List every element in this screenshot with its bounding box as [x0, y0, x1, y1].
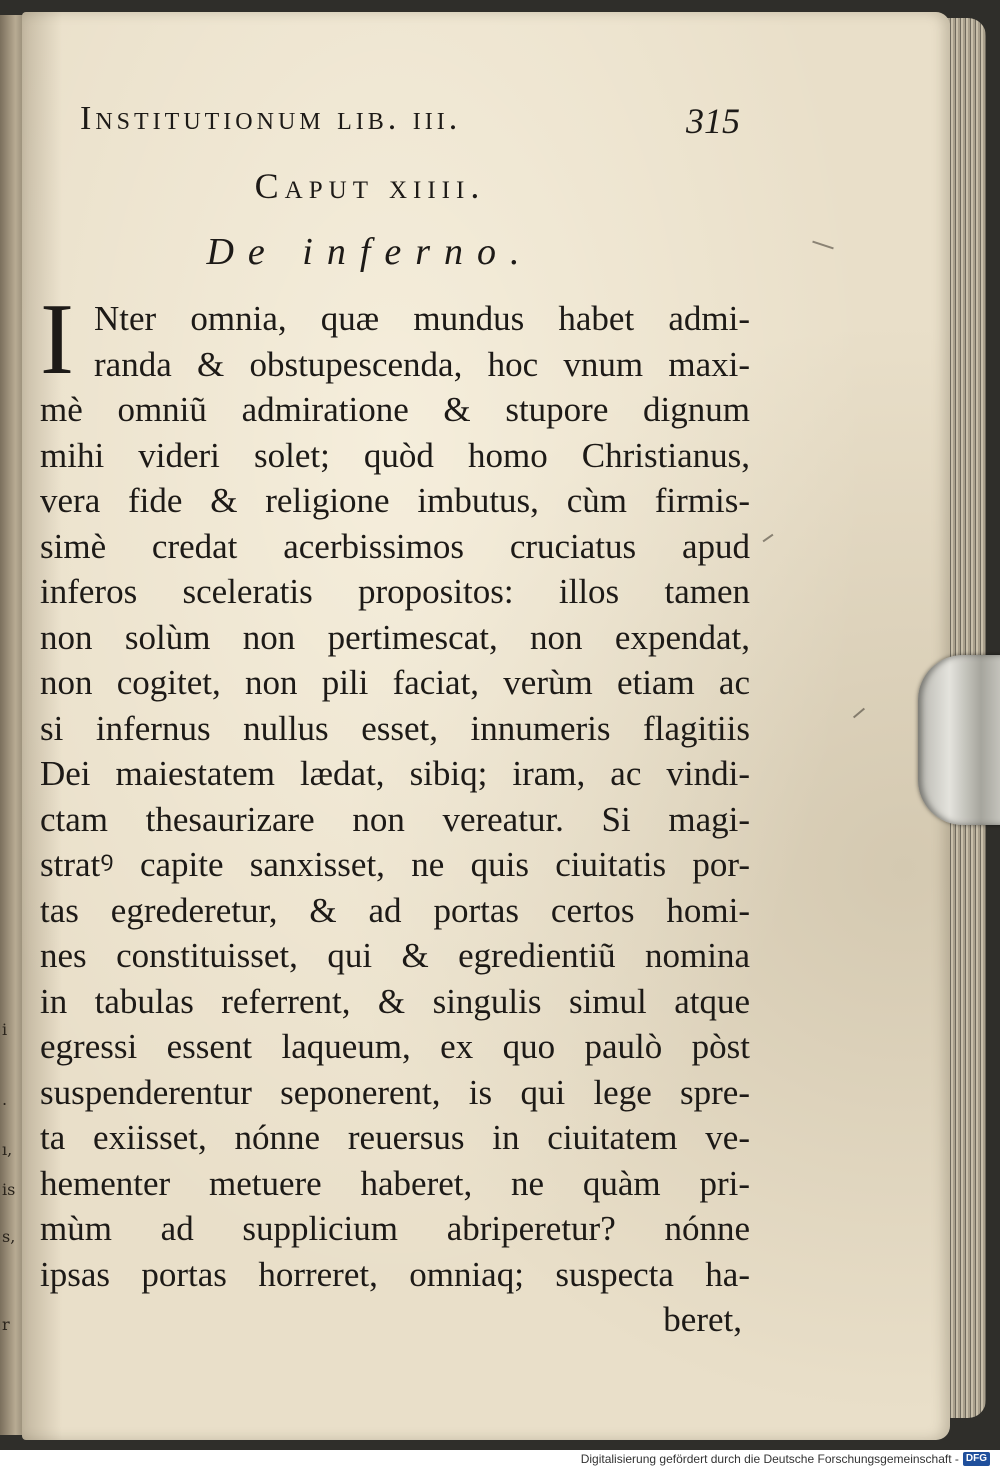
footer-text: Digitalisierung gefördert durch die Deutsche Forschungsgemeinschaft -: [580, 1452, 959, 1466]
text-line: tas egrederetur, & ad portas certos homi-: [40, 890, 750, 930]
chapter-title: De inferno.: [206, 231, 534, 273]
text-line: hementer metuere haberet, ne quàm pri-: [40, 1163, 750, 1203]
text-line: stratꝰ capite sanxisset, ne quis ciuitatis por-: [40, 845, 750, 884]
drop-cap: I: [40, 283, 74, 396]
margin-mark: [763, 534, 774, 543]
dfg-logo: DFG: [963, 1452, 990, 1466]
text-line: inferos sceleratis propositos: illos tamen: [40, 572, 750, 611]
digitization-footer: [581, 1450, 990, 1468]
prev-page-fragment: ı,: [2, 1140, 13, 1159]
text-line: simè credat acerbissimos cruciatus apud: [40, 526, 750, 566]
margin-mark: [853, 708, 865, 719]
text-line: ctam thesaurizare non vereatur. Si magi-: [40, 799, 750, 839]
prev-page-fragment: s,: [2, 1227, 16, 1246]
text-line: beret,: [663, 1300, 742, 1339]
chapter-heading: Caput xiiii.: [254, 166, 486, 206]
margin-mark: [812, 241, 834, 250]
prev-page-fragment: r: [2, 1315, 10, 1334]
text-line: ipsas portas horreret, omniaq; suspecta ha-: [40, 1254, 750, 1294]
text-line: ta exiisset, nónne reuersus in ciuitatem ve-: [40, 1118, 750, 1157]
text-line: mihi videri solet; quòd homo Christianus,: [40, 435, 750, 475]
running-head-title: Institutionum lib. iii.: [80, 100, 462, 137]
text-line: mùm ad supplicium abriperetur? nónne: [40, 1209, 750, 1248]
text-line: vera fide & religione imbutus, cùm firmis-: [40, 481, 750, 520]
text-line: in tabulas referrent, & singulis simul atque: [40, 981, 750, 1021]
running-head: [80, 100, 740, 140]
prev-page-fragment: i: [2, 1020, 8, 1039]
page-number: 315: [686, 101, 740, 141]
text-line: randa & obstupescenda, hoc vnum maxi-: [94, 344, 750, 384]
text-line: si infernus nullus esset, innumeris flagitiis: [40, 708, 750, 748]
text-line: egressi essent laqueum, ex quo paulò pòst: [40, 1027, 750, 1066]
text-line: Nter omnia, quæ mundus habet admi-: [94, 299, 750, 338]
prev-page-fragment: .: [2, 1090, 8, 1109]
text-line: nes constituisset, qui & egredientiũ nomina: [40, 936, 750, 975]
text-line: mè omniũ admiratione & stupore dignum: [40, 390, 750, 429]
prev-page-fragment: is: [2, 1180, 16, 1199]
text-line: non cogitet, non pili faciat, verùm etiam ac: [40, 663, 750, 702]
body-text: [40, 283, 750, 1343]
text-line: suspenderentur seponerent, is qui lege spre-: [40, 1072, 750, 1112]
text-line: Dei maiestatem lædat, sibiq; iram, ac vindi-: [40, 754, 750, 793]
text-line: non solùm non pertimescat, non expendat,: [40, 617, 750, 657]
book-clasp: [918, 655, 1000, 825]
